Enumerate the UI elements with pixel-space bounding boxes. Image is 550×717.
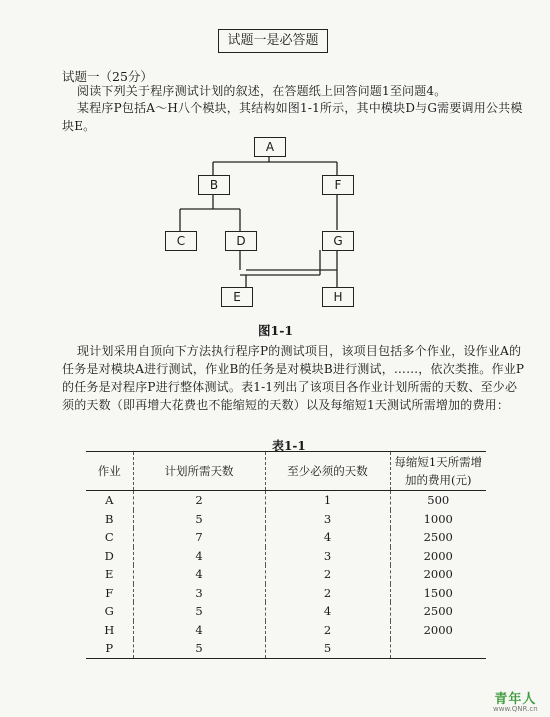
cell-job: E (105, 567, 114, 582)
cell-job: H (104, 622, 115, 637)
module-a-box: A (254, 137, 286, 157)
table-header-row (86, 452, 486, 491)
header-job: 作业 (97, 464, 121, 478)
cell-planned: 5 (133, 639, 265, 658)
module-f-box: F (322, 175, 354, 195)
cell-min: 3 (265, 547, 390, 566)
header-min-days: 至少必须的天数 (265, 452, 390, 491)
cell-cost: 1500 (390, 584, 486, 603)
cell-min: 2 (265, 565, 390, 584)
module-e-box: E (221, 287, 253, 307)
table-caption: 表1-1 (272, 439, 306, 453)
header-cost-per-day: 每缩短1天所需增加的费用(元) (390, 452, 486, 491)
header-planned-days: 计划所需天数 (133, 452, 265, 491)
cell-job: P (105, 641, 114, 656)
site-watermark (493, 688, 538, 713)
table-row (86, 491, 486, 510)
module-d-box: D (225, 231, 257, 251)
cell-cost (390, 639, 486, 658)
module-c-box: C (165, 231, 197, 251)
cell-cost: 500 (390, 491, 486, 510)
cell-cost: 1000 (390, 510, 486, 529)
module-g-box: G (322, 231, 354, 251)
cell-min: 3 (265, 510, 390, 529)
cell-min: 4 (265, 528, 390, 547)
table-row (86, 547, 486, 566)
cell-job: C (104, 530, 114, 545)
section-title: 试题一是必答题 (218, 29, 328, 53)
question-heading: 试题一（25分） (62, 69, 153, 84)
cell-min: 2 (265, 584, 390, 603)
cell-min: 1 (265, 491, 390, 510)
cell-job: A (105, 493, 114, 508)
cell-planned: 4 (133, 565, 265, 584)
watermark-cn: 青年人 (494, 692, 537, 707)
cell-cost: 2500 (390, 528, 486, 547)
cell-cost: 2000 (390, 621, 486, 640)
table-row (86, 584, 486, 603)
table-row (86, 528, 486, 547)
module-structure-diagram (150, 135, 390, 310)
cell-cost: 2000 (390, 547, 486, 566)
cell-planned: 5 (133, 602, 265, 621)
cell-cost: 2000 (390, 565, 486, 584)
test-plan-text: 现计划采用自顶向下方法执行程序P的测试项目，该项目包括多个作业，设作业A的任务是对模块A进行测试，作业B的任务是对模块B进行测试，……，依次类推。作业P的任务是对程序P进行整体测试。表1-1列出了该项目各作业计划所需的天数、至少必须的天数（即再增大花费也不能缩短的天数）以及每缩短1天测试所需增加的费用： (62, 344, 525, 412)
cell-planned: 4 (133, 547, 265, 566)
table-row (86, 639, 486, 658)
table-row (86, 602, 486, 621)
cell-planned: 3 (133, 584, 265, 603)
figure-caption: 图1-1 (258, 323, 294, 338)
cell-planned: 2 (133, 491, 265, 510)
intro-text: 阅读下列关于程序测试计划的叙述，在答题纸上回答问题1至问题4。 (77, 84, 447, 98)
table-row (86, 621, 486, 640)
cell-job: F (105, 585, 114, 600)
cell-job: B (105, 511, 114, 526)
table-row (86, 510, 486, 529)
module-text: 某程序P包括A～H八个模块，其结构如图1-1所示，其中模块D与G需要调用公共模块E。 (62, 101, 523, 133)
module-h-box: H (322, 287, 354, 307)
cell-cost: 2500 (390, 602, 486, 621)
module-b-box: B (198, 175, 230, 195)
cell-min: 4 (265, 602, 390, 621)
cell-planned: 4 (133, 621, 265, 640)
cell-job: G (104, 604, 114, 619)
cell-min: 2 (265, 621, 390, 640)
job-schedule-table (86, 451, 486, 659)
table-row (86, 565, 486, 584)
watermark-url: www.QNR.cn (493, 705, 538, 713)
cell-min: 5 (265, 639, 390, 658)
diagram-connectors (150, 135, 390, 310)
cell-planned: 5 (133, 510, 265, 529)
cell-job: D (104, 548, 114, 563)
cell-planned: 7 (133, 528, 265, 547)
